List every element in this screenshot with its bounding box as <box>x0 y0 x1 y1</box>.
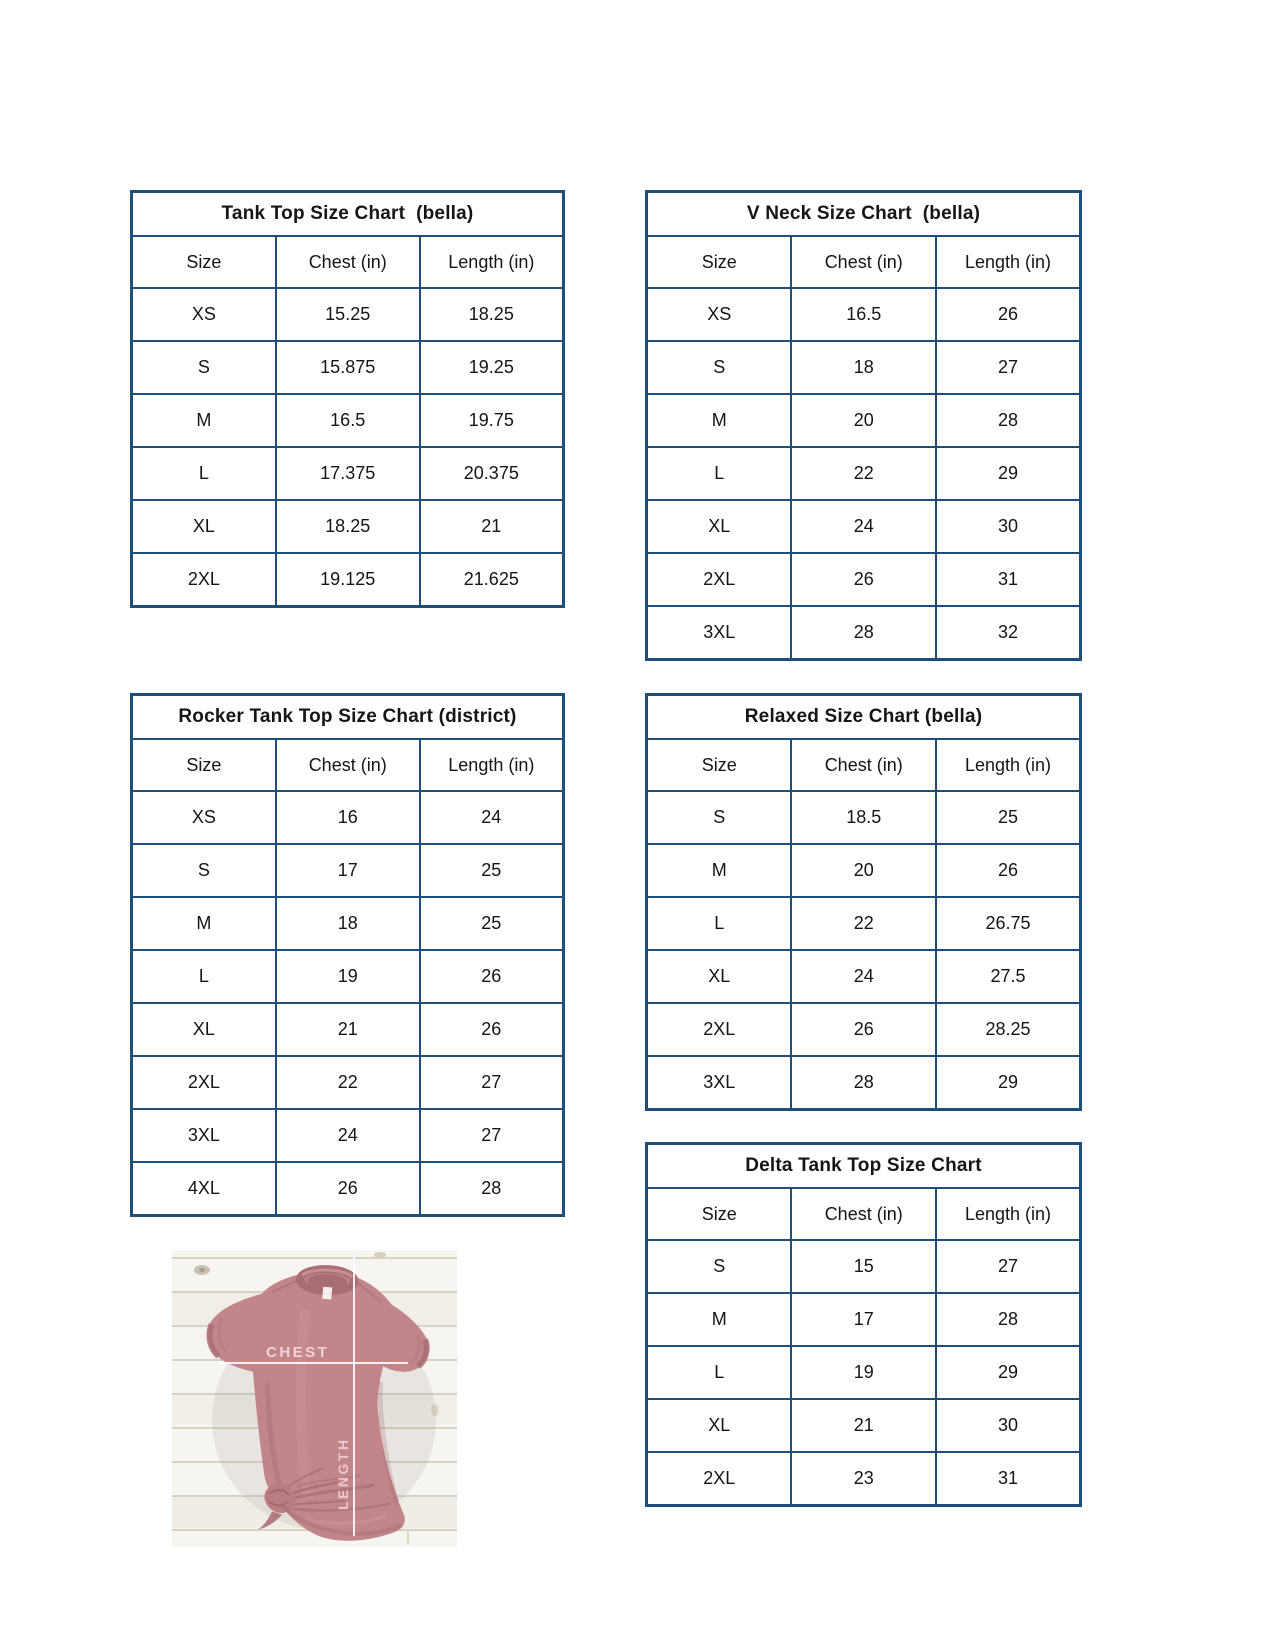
size-cell: S <box>132 844 276 897</box>
chest-cell: 23 <box>791 1452 936 1506</box>
table-row <box>647 447 1081 500</box>
chest-cell: 22 <box>791 897 936 950</box>
size-cell: 2XL <box>647 1452 792 1506</box>
chest-cell: 17 <box>791 1293 936 1346</box>
length-cell: 27 <box>420 1056 564 1109</box>
chest-label: CHEST <box>266 1344 330 1361</box>
size-cell: 3XL <box>647 606 792 660</box>
chest-cell: 15 <box>791 1240 936 1293</box>
table-row <box>132 394 564 447</box>
size-cell: L <box>647 1346 792 1399</box>
chest-cell: 28 <box>791 1056 936 1110</box>
size-cell: 2XL <box>647 1003 792 1056</box>
size-cell: L <box>647 447 792 500</box>
size-cell: S <box>647 341 792 394</box>
table-row <box>647 288 1081 341</box>
length-cell: 19.75 <box>420 394 564 447</box>
chest-cell: 16.5 <box>276 394 420 447</box>
chest-cell: 17.375 <box>276 447 420 500</box>
column-header-size: Size <box>647 236 792 288</box>
table-row <box>132 844 564 897</box>
length-cell: 21 <box>420 500 564 553</box>
length-cell: 26 <box>936 844 1081 897</box>
chest-cell: 19.125 <box>276 553 420 607</box>
table-row <box>132 288 564 341</box>
size-cell: S <box>647 1240 792 1293</box>
size-cell: XS <box>132 791 276 844</box>
length-cell: 27 <box>936 341 1081 394</box>
table-row <box>132 500 564 553</box>
table-row <box>132 791 564 844</box>
length-cell: 28 <box>936 394 1081 447</box>
size-cell: XS <box>132 288 276 341</box>
size-cell: M <box>647 394 792 447</box>
length-cell: 26 <box>420 950 564 1003</box>
table-title: Rocker Tank Top Size Chart (district) <box>132 695 564 740</box>
length-cell: 29 <box>936 447 1081 500</box>
size-table-delta-tank-top <box>645 1142 1082 1507</box>
column-header-chest: Chest (in) <box>791 236 936 288</box>
size-cell: 2XL <box>132 1056 276 1109</box>
size-cell: XL <box>132 1003 276 1056</box>
chest-cell: 21 <box>276 1003 420 1056</box>
chest-cell: 21 <box>791 1399 936 1452</box>
size-cell: 4XL <box>132 1162 276 1216</box>
chest-cell: 20 <box>791 394 936 447</box>
length-cell: 26 <box>936 288 1081 341</box>
size-cell: L <box>132 447 276 500</box>
length-cell: 26.75 <box>936 897 1081 950</box>
length-cell: 28.25 <box>936 1003 1081 1056</box>
size-cell: XS <box>647 288 792 341</box>
chest-cell: 28 <box>791 606 936 660</box>
column-header-length: Length (in) <box>420 236 564 288</box>
size-cell: XL <box>647 950 792 1003</box>
table-row <box>647 950 1081 1003</box>
column-header-length: Length (in) <box>420 739 564 791</box>
table-row <box>132 447 564 500</box>
table-row <box>647 500 1081 553</box>
chest-cell: 26 <box>791 553 936 606</box>
size-table-rocker-tank-district <box>130 693 565 1217</box>
size-cell: M <box>132 897 276 950</box>
size-cell: XL <box>647 1399 792 1452</box>
length-cell: 21.625 <box>420 553 564 607</box>
table-row <box>647 341 1081 394</box>
table-title: Tank Top Size Chart (bella) <box>132 192 564 237</box>
column-header-size: Size <box>647 1188 792 1240</box>
column-header-chest: Chest (in) <box>276 739 420 791</box>
size-table-relaxed-bella <box>645 693 1082 1111</box>
chest-cell: 26 <box>791 1003 936 1056</box>
chest-cell: 22 <box>276 1056 420 1109</box>
table-row <box>647 791 1081 844</box>
length-cell: 31 <box>936 1452 1081 1506</box>
chest-cell: 15.875 <box>276 341 420 394</box>
size-cell: M <box>647 1293 792 1346</box>
length-cell: 18.25 <box>420 288 564 341</box>
chest-cell: 22 <box>791 447 936 500</box>
table-row <box>647 606 1081 660</box>
chest-cell: 18.25 <box>276 500 420 553</box>
table-title: Relaxed Size Chart (bella) <box>647 695 1081 740</box>
tshirt-measurement-photo <box>172 1250 457 1547</box>
table-row <box>132 950 564 1003</box>
column-header-chest: Chest (in) <box>276 236 420 288</box>
table-row <box>647 1003 1081 1056</box>
chest-cell: 16 <box>276 791 420 844</box>
length-cell: 25 <box>420 844 564 897</box>
length-cell: 27 <box>936 1240 1081 1293</box>
chest-cell: 24 <box>276 1109 420 1162</box>
table-row <box>647 897 1081 950</box>
length-cell: 29 <box>936 1056 1081 1110</box>
length-cell: 27 <box>420 1109 564 1162</box>
table-row <box>647 1056 1081 1110</box>
table-row <box>132 1162 564 1216</box>
column-header-chest: Chest (in) <box>791 739 936 791</box>
table-row <box>647 553 1081 606</box>
chest-cell: 19 <box>791 1346 936 1399</box>
size-cell: XL <box>647 500 792 553</box>
length-cell: 25 <box>936 791 1081 844</box>
chest-cell: 19 <box>276 950 420 1003</box>
table-row <box>647 844 1081 897</box>
size-cell: 2XL <box>647 553 792 606</box>
column-header-size: Size <box>647 739 792 791</box>
chest-cell: 26 <box>276 1162 420 1216</box>
length-cell: 28 <box>420 1162 564 1216</box>
table-row <box>132 897 564 950</box>
size-table-tank-top-bella <box>130 190 565 608</box>
length-label: LENGTH <box>335 1437 351 1510</box>
size-cell: XL <box>132 500 276 553</box>
table-row <box>132 1056 564 1109</box>
length-cell: 19.25 <box>420 341 564 394</box>
table-row <box>132 341 564 394</box>
chest-cell: 24 <box>791 500 936 553</box>
length-cell: 25 <box>420 897 564 950</box>
size-cell: S <box>647 791 792 844</box>
table-row <box>647 1452 1081 1506</box>
length-cell: 26 <box>420 1003 564 1056</box>
chest-cell: 18.5 <box>791 791 936 844</box>
tshirt-photo-graphic <box>172 1250 457 1547</box>
table-row <box>132 1109 564 1162</box>
column-header-length: Length (in) <box>936 236 1081 288</box>
column-header-length: Length (in) <box>936 739 1081 791</box>
size-cell: 3XL <box>132 1109 276 1162</box>
chest-cell: 18 <box>791 341 936 394</box>
chest-cell: 15.25 <box>276 288 420 341</box>
chest-cell: 16.5 <box>791 288 936 341</box>
table-row <box>647 394 1081 447</box>
length-cell: 27.5 <box>936 950 1081 1003</box>
table-row <box>647 1346 1081 1399</box>
size-table-v-neck-bella <box>645 190 1082 661</box>
size-cell: S <box>132 341 276 394</box>
length-cell: 24 <box>420 791 564 844</box>
column-header-chest: Chest (in) <box>791 1188 936 1240</box>
table-row <box>647 1399 1081 1452</box>
table-title: V Neck Size Chart (bella) <box>647 192 1081 237</box>
length-cell: 29 <box>936 1346 1081 1399</box>
table-row <box>132 553 564 607</box>
chest-cell: 20 <box>791 844 936 897</box>
size-cell: M <box>647 844 792 897</box>
table-row <box>647 1293 1081 1346</box>
size-cell: 2XL <box>132 553 276 607</box>
chest-cell: 17 <box>276 844 420 897</box>
length-cell: 31 <box>936 553 1081 606</box>
size-cell: L <box>647 897 792 950</box>
chest-cell: 24 <box>791 950 936 1003</box>
column-header-size: Size <box>132 739 276 791</box>
collar-tag <box>322 1287 332 1300</box>
length-cell: 32 <box>936 606 1081 660</box>
size-cell: 3XL <box>647 1056 792 1110</box>
length-cell: 28 <box>936 1293 1081 1346</box>
column-header-size: Size <box>132 236 276 288</box>
length-cell: 30 <box>936 1399 1081 1452</box>
table-title: Delta Tank Top Size Chart <box>647 1144 1081 1189</box>
chest-cell: 18 <box>276 897 420 950</box>
table-row <box>132 1003 564 1056</box>
size-cell: L <box>132 950 276 1003</box>
length-cell: 30 <box>936 500 1081 553</box>
column-header-length: Length (in) <box>936 1188 1081 1240</box>
size-cell: M <box>132 394 276 447</box>
length-cell: 20.375 <box>420 447 564 500</box>
table-row <box>647 1240 1081 1293</box>
